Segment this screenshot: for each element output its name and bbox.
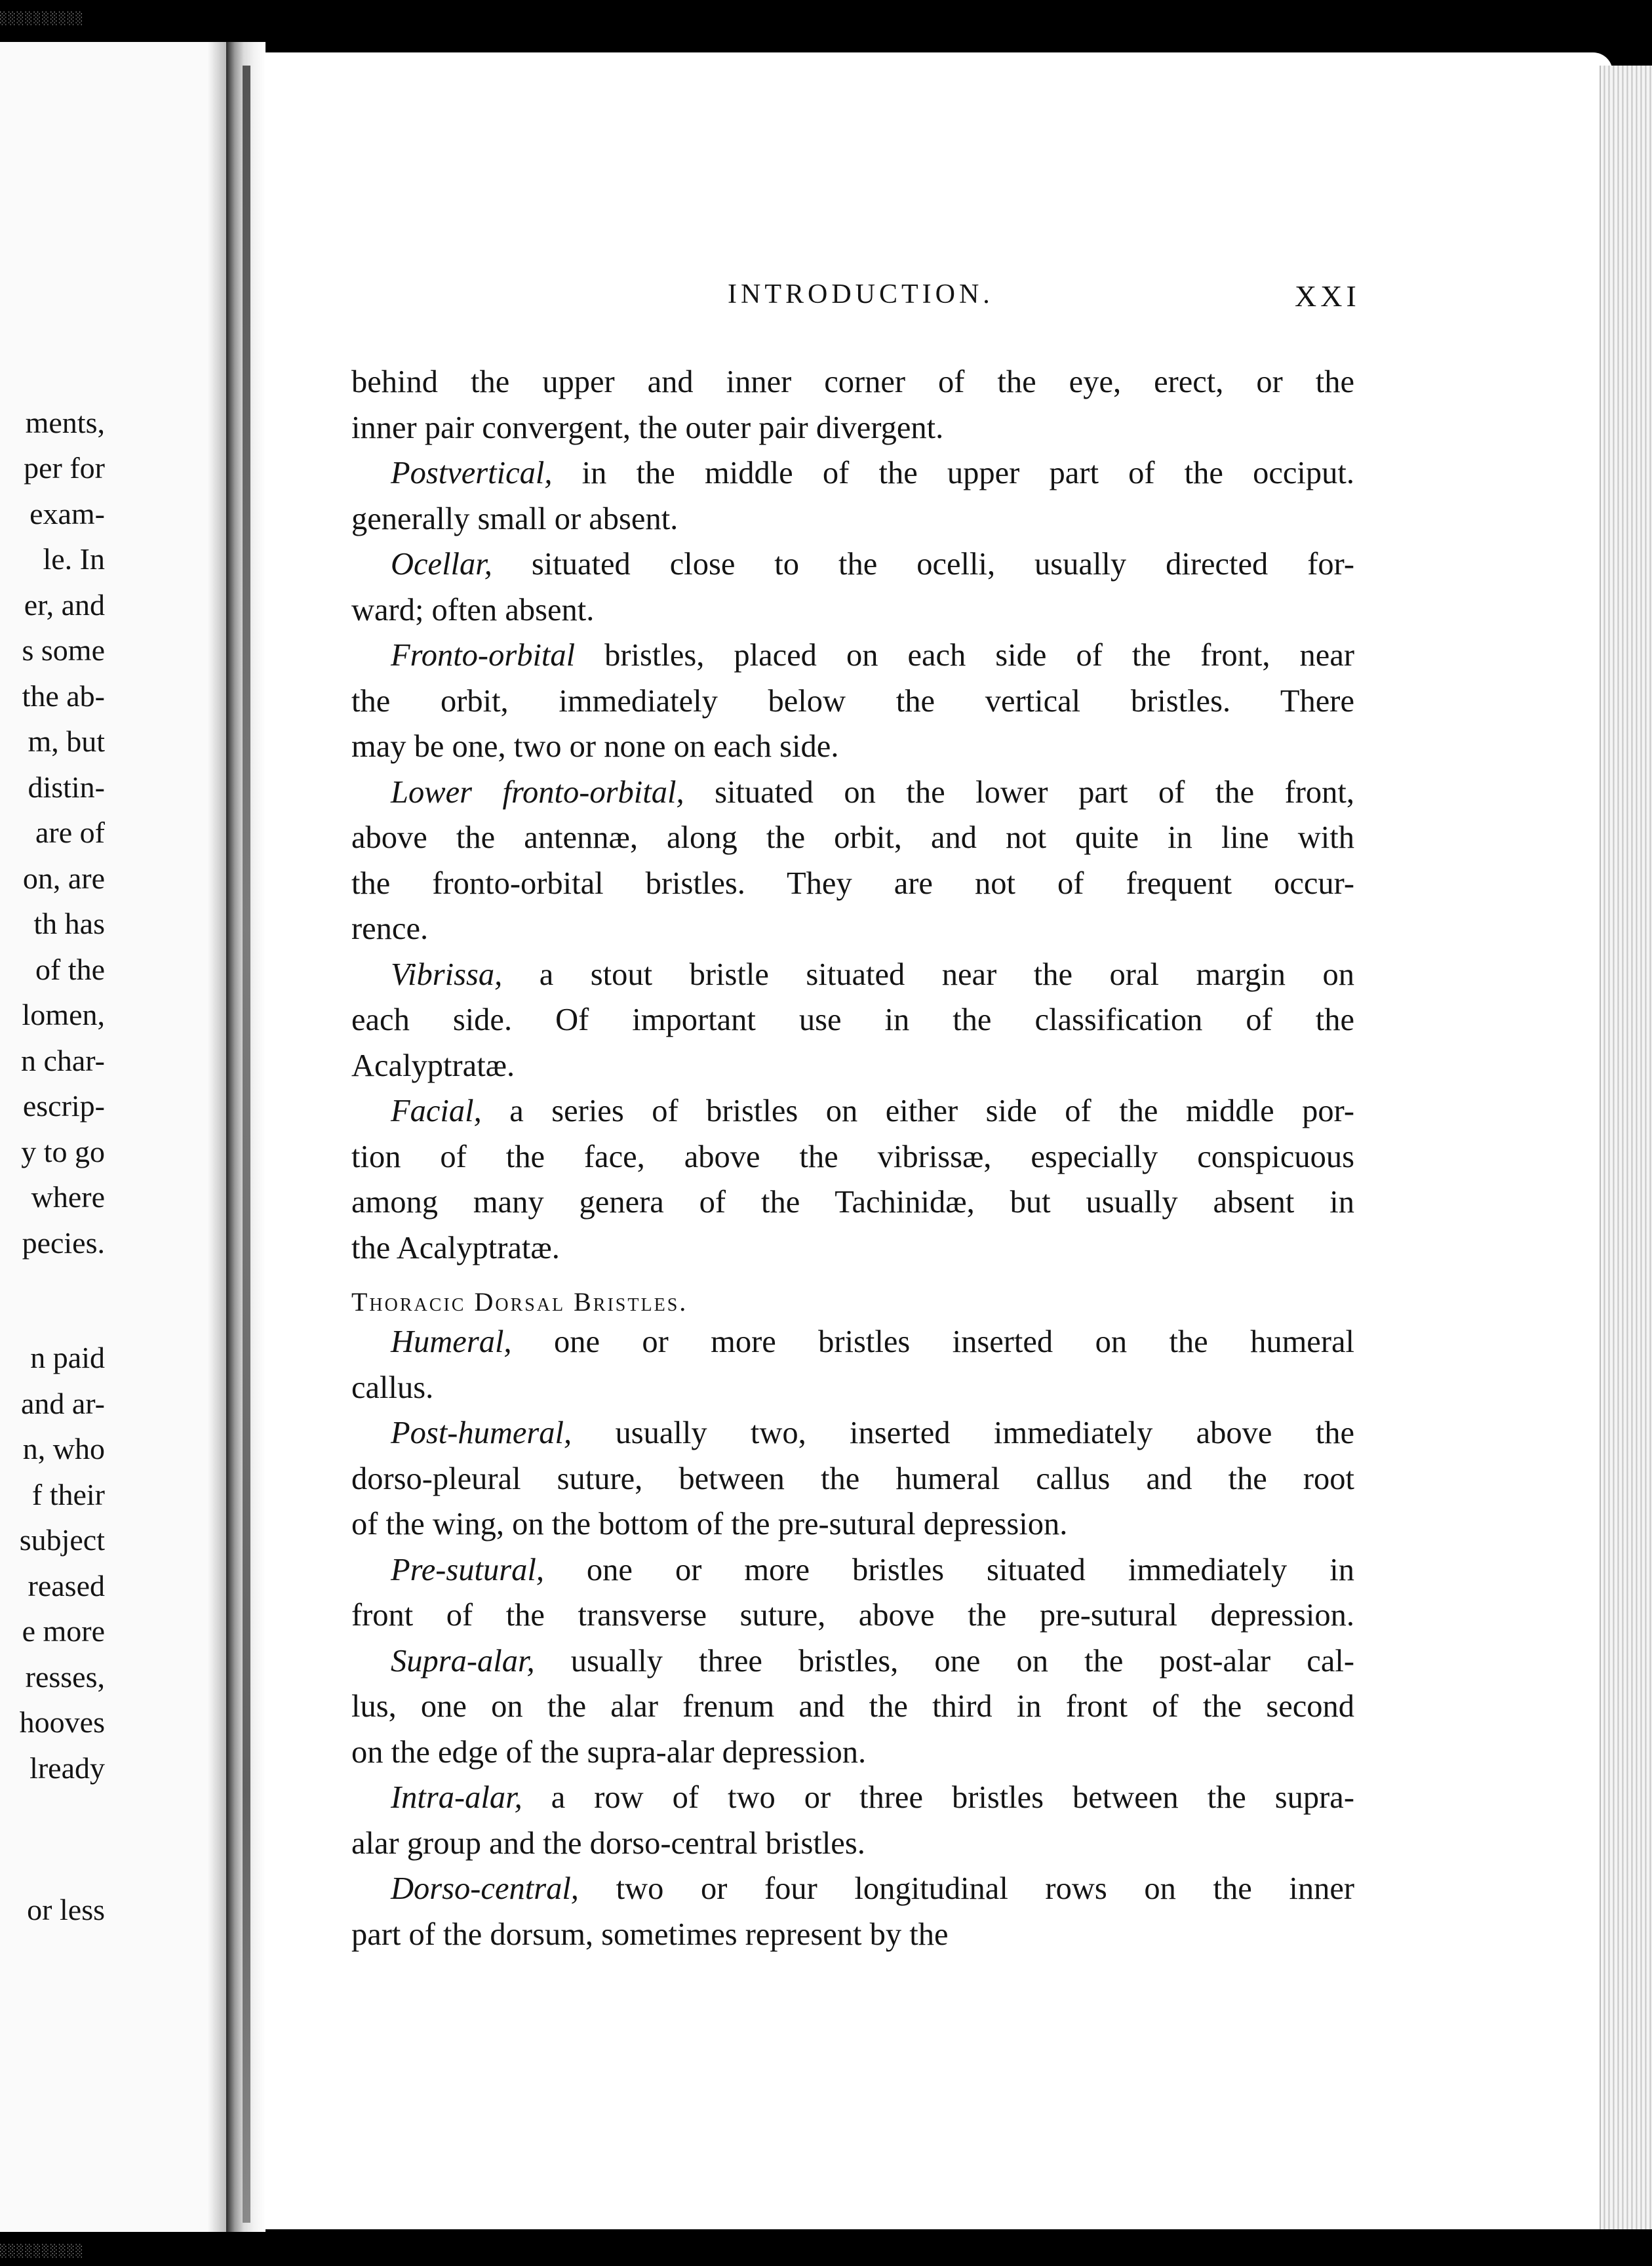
entry-text: in the middle of the upper part of the occiput.	[552, 456, 1354, 490]
text-line: the fronto-orbital bristles. They are not of frequent occur-	[351, 865, 1354, 901]
text-line: may be one, two or none on each side.	[351, 729, 839, 764]
left-line: y to go	[21, 1135, 105, 1168]
left-line: the ab-	[22, 679, 105, 713]
text-line: each side. Of important use in the classification of the	[351, 1003, 1354, 1037]
left-line: or less	[27, 1893, 105, 1926]
entry-pre-sutural	[351, 1547, 1354, 1593]
entry-term: Lower fronto-orbital,	[391, 774, 684, 810]
left-line: subject	[19, 1523, 105, 1557]
text-line: above the antennæ, along the orbit, and not quite in line with	[351, 820, 1354, 855]
scan-edge-mark: ░░░░░░░░░░	[0, 12, 85, 26]
left-line: resses,	[25, 1660, 105, 1694]
page-stack-edges	[1600, 66, 1652, 2229]
entry-term: Ocellar,	[391, 547, 492, 582]
left-line: are of	[35, 816, 105, 849]
section-gap	[351, 1271, 1354, 1285]
running-head: INTRODUCTION.	[728, 279, 994, 309]
text-line: dorso-pleural suture, between the humeral callus and the root	[351, 1461, 1354, 1496]
entry-dorso-central	[351, 1866, 1354, 1912]
text-line: behind the upper and inner corner of the eye, erect, or the	[351, 365, 1354, 399]
scan-edge-mark: ░░░░░░░░░░	[0, 2244, 85, 2258]
text-line: tion of the face, above the vibrissæ, especially conspicuous	[351, 1139, 1354, 1174]
entry-term: Intra-alar,	[391, 1780, 522, 1815]
text-line: the Acalyptratæ.	[351, 1230, 560, 1265]
text-line: inner pair convergent, the outer pair divergent.	[351, 410, 944, 445]
entry-text: situated on the lower part of the front,	[684, 774, 1354, 810]
left-line: lready	[30, 1751, 105, 1785]
binding-shadow	[243, 66, 250, 2223]
entry-post-humeral	[351, 1410, 1354, 1456]
left-line: s some	[22, 633, 105, 667]
text-line: Acalyptratæ.	[351, 1048, 515, 1083]
entry-term: Fronto-orbital	[391, 638, 576, 673]
left-line: distin-	[28, 770, 105, 804]
text-line: lus, one on the alar frenum and the third in front of the second	[351, 1689, 1354, 1724]
entry-term: Supra-alar,	[391, 1643, 535, 1679]
page-number: XXI	[1295, 279, 1360, 313]
left-line: th has	[33, 907, 105, 940]
left-line: lomen,	[22, 998, 105, 1031]
left-line: e more	[22, 1614, 105, 1648]
left-line: n, who	[22, 1432, 105, 1465]
entry-text: a stout bristle situated near the oral margin on	[502, 957, 1354, 992]
section-heading: Thoracic Dorsal Bristles.	[351, 1287, 688, 1317]
left-line: escrip-	[22, 1089, 105, 1123]
left-line: pecies.	[22, 1226, 105, 1260]
text-line: rence.	[351, 911, 429, 946]
left-line: ments,	[25, 406, 105, 439]
left-line: er, and	[24, 588, 105, 622]
entry-text: situated close to the ocelli, usually directed for-	[492, 547, 1354, 582]
entry-term: Pre-sutural,	[391, 1552, 544, 1587]
text-line: among many genera of the Tachinidæ, but usually absent in	[351, 1185, 1354, 1220]
left-line: exam-	[30, 497, 105, 530]
entry-facial	[351, 1088, 1354, 1134]
left-line: le. In	[43, 542, 105, 576]
text-line: of the wing, on the bottom of the pre-sutural depression.	[351, 1507, 1068, 1541]
left-line: reased	[28, 1569, 105, 1602]
entry-ocellar	[351, 542, 1354, 587]
text-line: front of the transverse suture, above the pre-sutural depression.	[351, 1598, 1354, 1633]
entry-text: two or four longitudinal rows on the inner	[578, 1871, 1354, 1906]
text-line: alar group and the dorso-central bristles.	[351, 1825, 865, 1861]
entry-text: one or more bristles situated immediately in	[543, 1552, 1354, 1587]
entry-text: bristles, placed on each side of the front, near	[575, 638, 1354, 673]
entry-lower-fronto-orbital	[351, 770, 1354, 816]
text-line: ward; often absent.	[351, 592, 595, 627]
entry-term: Postvertical,	[391, 456, 553, 490]
entry-text: usually two, inserted immediately above the	[572, 1416, 1354, 1450]
entry-text: usually three bristles, one on the post-alar cal-	[534, 1643, 1354, 1679]
left-line: n paid	[30, 1341, 105, 1374]
entry-vibrissa	[351, 952, 1354, 998]
entry-fronto-orbital	[351, 633, 1354, 679]
left-line: and ar-	[20, 1387, 105, 1420]
entry-postvertical	[351, 450, 1354, 496]
entry-text: a series of bristles on either side of the middle por-	[481, 1094, 1354, 1128]
left-line: hooves	[19, 1705, 105, 1739]
left-line: per for	[24, 451, 105, 485]
left-line: m, but	[28, 725, 105, 758]
left-line: of the	[35, 953, 105, 986]
text-line: on the edge of the supra-alar depression.	[351, 1734, 867, 1770]
entry-text: one or more bristles inserted on the humeral	[511, 1324, 1354, 1359]
text-line: part of the dorsum, sometimes represent by the	[351, 1917, 949, 1952]
left-line: f their	[31, 1478, 105, 1511]
page-body	[351, 359, 1354, 1957]
left-line: n char-	[20, 1044, 105, 1077]
entry-intra-alar	[351, 1775, 1354, 1821]
entry-term: Dorso-central,	[391, 1871, 579, 1906]
entry-term: Humeral,	[391, 1324, 512, 1359]
left-line: on, are	[22, 862, 105, 895]
entry-supra-alar	[351, 1639, 1354, 1684]
text-line: the orbit, immediately below the vertical bristles. There	[351, 683, 1354, 719]
entry-term: Post-humeral,	[391, 1416, 572, 1450]
left-line: where	[31, 1180, 105, 1214]
entry-text: a row of two or three bristles between the supra-	[522, 1780, 1354, 1815]
text-line: generally small or absent.	[351, 501, 678, 536]
entry-humeral	[351, 1319, 1354, 1365]
entry-term: Vibrissa,	[391, 957, 503, 992]
entry-term: Facial,	[391, 1094, 482, 1128]
text-line: callus.	[351, 1370, 434, 1405]
left-page	[0, 42, 226, 2232]
